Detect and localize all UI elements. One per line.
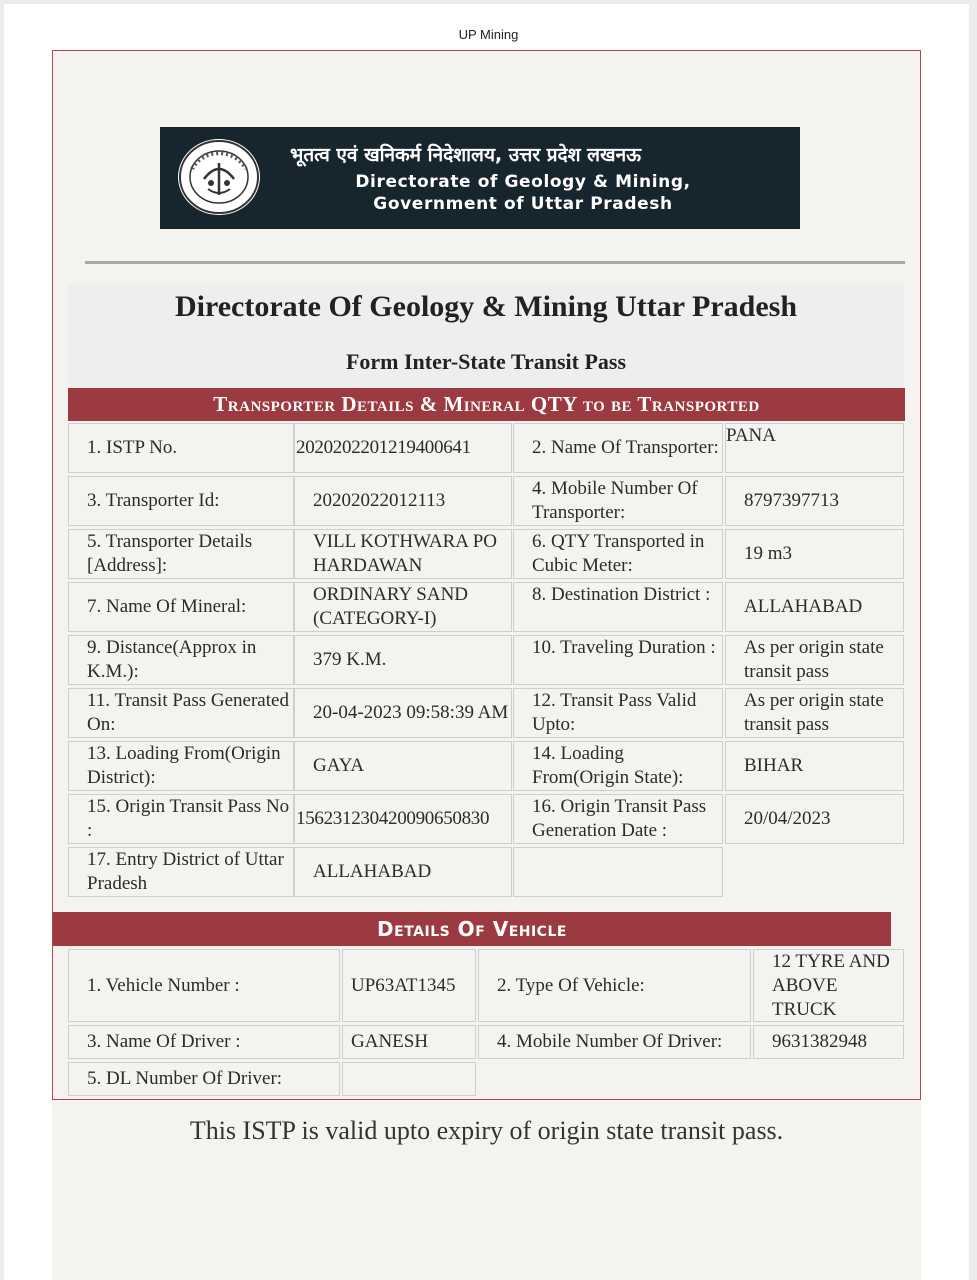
entry-district-value: ALLAHABAD: [294, 847, 512, 897]
origin-pass-date-value: 20/04/2023: [725, 794, 904, 844]
vehicle-type-value: 12 TYRE AND ABOVE TRUCK: [753, 949, 904, 1022]
origin-state-value: BIHAR: [725, 741, 904, 791]
dl-number-label: 5. DL Number Of Driver:: [68, 1062, 340, 1096]
transporter-mobile-value: 8797397713: [725, 476, 904, 526]
driver-name-value: GANESH: [342, 1025, 476, 1059]
driver-mobile-value: 9631382948: [753, 1025, 904, 1059]
mineral-name-value: ORDINARY SAND (CATEGORY-I): [294, 582, 512, 632]
origin-pass-no-value: 15623123042009065083​0: [294, 794, 512, 844]
table-row: [68, 688, 904, 738]
origin-district-label: 13. Loading From(Origin District):: [68, 741, 294, 791]
origin-state-label: 14. Loading From(Origin State):: [513, 741, 723, 791]
table-row: [68, 423, 904, 473]
generated-on-value: 20-04-2023 09:58:39 AM: [294, 688, 512, 738]
table-row: [68, 794, 904, 844]
qty-transported-label: 6. QTY Transported in Cubic Meter:: [513, 529, 723, 579]
department-banner: [160, 127, 800, 229]
driver-name-label: 3. Name Of Driver :: [68, 1025, 340, 1059]
vehicle-type-label: 2. Type Of Vehicle:: [478, 949, 751, 1022]
table-row: [68, 635, 904, 685]
driver-mobile-label: 4. Mobile Number Of Driver:: [478, 1025, 751, 1059]
up-government-seal-icon: [178, 139, 260, 215]
table-row: [68, 741, 904, 791]
qty-transported-value: 19 m3: [725, 529, 904, 579]
page-header-title: UP Mining: [458, 27, 519, 42]
table-row: [68, 1025, 904, 1059]
form-main-title: Directorate Of Geology & Mining Uttar Pradesh: [174, 290, 798, 323]
empty-cell: [513, 847, 723, 897]
istp-no-value: 202020220121940064​1: [294, 423, 512, 473]
distance-value: 379 K.M.: [294, 635, 512, 685]
mineral-name-label: 7. Name Of Mineral:: [68, 582, 294, 632]
destination-district-value: ALLAHABAD: [725, 582, 904, 632]
table-row: [68, 949, 904, 1022]
banner-hindi-title: भूतत्व एवं खनिकर्म निदेशालय, उत्तर प्रदेश लखनऊ: [290, 144, 642, 166]
transporter-address-label: 5. Transporter Details [Address]:: [68, 529, 294, 579]
form-subtitle: Form Inter-State Transit Pass: [345, 349, 627, 374]
vehicle-number-label: 1. Vehicle Number :: [68, 949, 340, 1022]
table-row: [68, 582, 904, 632]
origin-pass-no-label: 15. Origin Transit Pass No :: [68, 794, 294, 844]
validity-note: This ISTP is valid upto expiry of origin state transit pass.: [189, 1116, 784, 1145]
entry-district-label: 17. Entry District of Uttar Pradesh: [68, 847, 294, 897]
origin-district-value: GAYA: [294, 741, 512, 791]
istp-no-label: 1. ISTP No.: [68, 423, 294, 473]
table-row: [68, 1062, 904, 1096]
table-row: [68, 529, 904, 579]
transporter-id-value: 20202022012113: [294, 476, 512, 526]
table-row: [68, 476, 904, 526]
traveling-duration-label: 10. Traveling Duration :: [513, 635, 723, 685]
transporter-mobile-label: 4. Mobile Number Of Transporter:: [513, 476, 723, 526]
transporter-address-value: VILL KOTHWARA PO HARDAWAN: [294, 529, 512, 579]
dl-number-value: [342, 1062, 476, 1096]
origin-pass-date-label: 16. Origin Transit Pass Generation Date :: [513, 794, 723, 844]
vehicle-number-value: UP63AT1345: [342, 949, 476, 1022]
transporter-section-header: Transporter Details & Mineral QTY to be Transported: [68, 388, 905, 421]
banner-english-line-1: Directorate of Geology & Mining,: [355, 172, 691, 192]
destination-district-label: 8. Destination District :: [513, 582, 723, 632]
vehicle-section-header: Details Of Vehicle: [53, 912, 891, 946]
transporter-name-value: PANA: [725, 423, 904, 473]
divider-rule: [85, 261, 905, 264]
transporter-id-label: 3. Transporter Id:: [68, 476, 294, 526]
distance-label: 9. Distance(Approx in K.M.):: [68, 635, 294, 685]
valid-upto-value: As per origin state transit pass: [725, 688, 904, 738]
traveling-duration-value: As per origin state transit pass: [725, 635, 904, 685]
table-row: [68, 847, 904, 897]
transporter-name-label: 2. Name Of Transporter:: [513, 423, 723, 473]
generated-on-label: 11. Transit Pass Generated On:: [68, 688, 294, 738]
banner-english-line-2: Government of Uttar Pradesh: [373, 194, 673, 214]
valid-upto-label: 12. Transit Pass Valid Upto:: [513, 688, 723, 738]
